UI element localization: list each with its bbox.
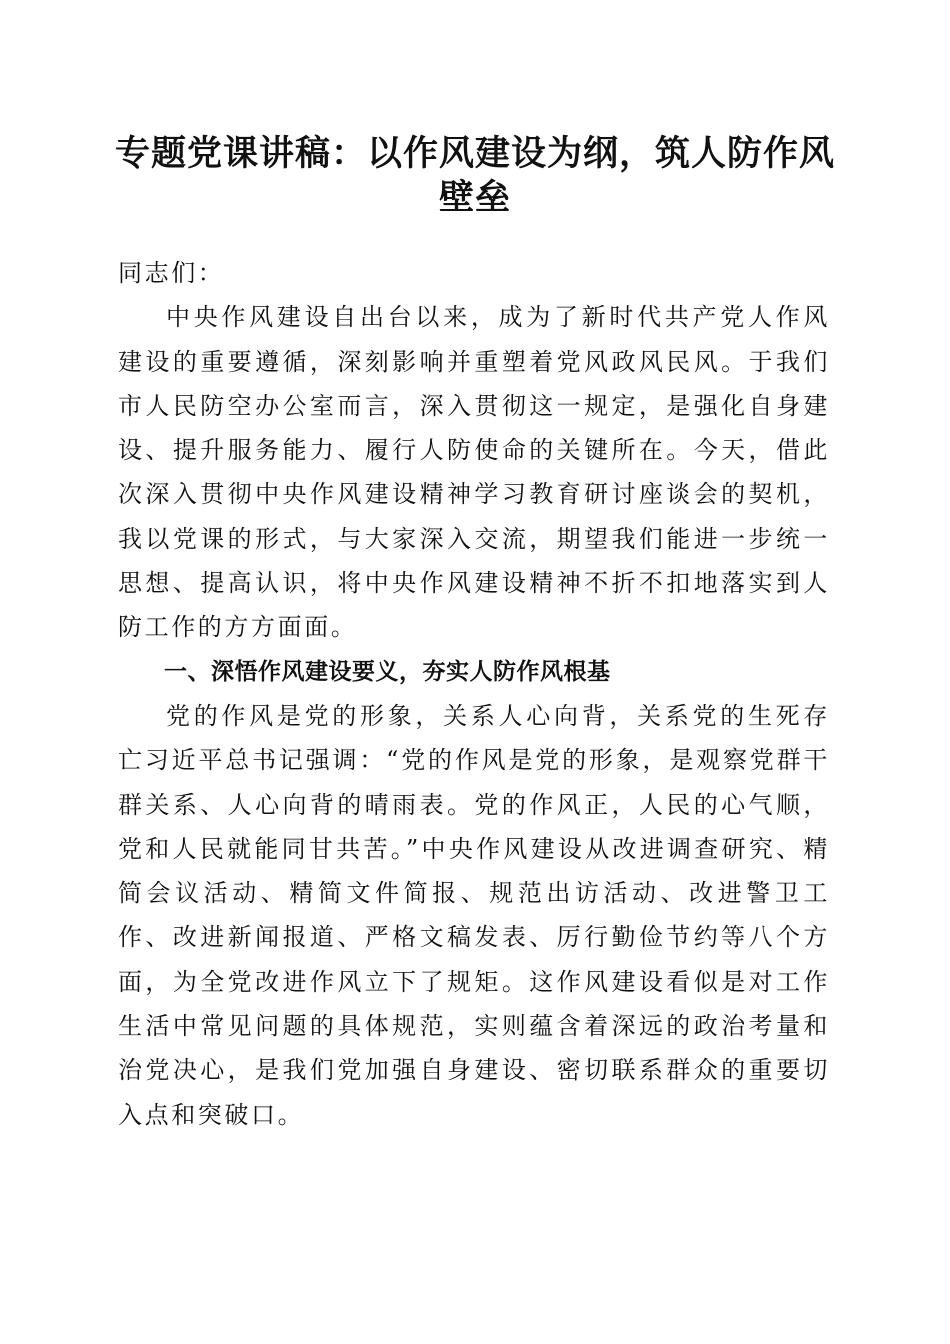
salutation: 同志们： (118, 259, 225, 287)
document-title: 专题党课讲稿：以作风建设为纲，筑人防作风壁垒 (114, 133, 835, 218)
document-body (118, 251, 830, 1137)
section-heading-1: 一、深悟作风建设要义，夯实人防作风根基 (164, 658, 611, 685)
section-1-paragraph: 党的作风是党的形象，关系人心向背，关系党的生死存亡习近平总书记强调：“党的作风是党的形象，是观察党群干群关系、人心向背的晴雨表。党的作风正，人民的心气顺，党和人民就能同甘共苦。”中央作风建设从改进调查研究、精简会议活动、精简文件简报、规范出访活动、改进警卫工作、改进新闻报道、严格文稿发表、厉行勤俭节约等八个方面，为全党改进作风立下了规矩。这作风建设看似是对工作生活中常见问题的具体规范，实则蕴含着深远的政治考量和治党决心，是我们党加强自身建设、密切联系群众的重要切入点和突破口。 (118, 701, 830, 1129)
intro-paragraph: 中央作风建设自出台以来，成为了新时代共产党人作风建设的重要遵循，深刻影响并重塑着党风政风民风。于我们市人民防空办公室而言，深入贯彻这一规定，是强化自身建设、提升服务能力、履行人防使命的关键所在。今天，借此次深入贯彻中央作风建设精神学习教育研讨座谈会的契机，我以党课的形式，与大家深入交流，期望我们能进一步统一思想、提高认识，将中央作风建设精神不折不扣地落实到人防工作的方方面面。 (118, 303, 830, 642)
